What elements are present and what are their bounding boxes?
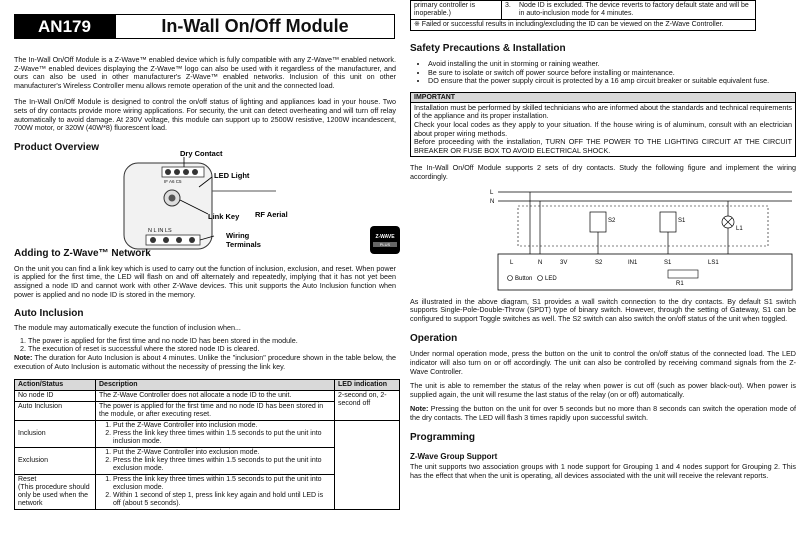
list-item: 2. The execution of reset is successful where the stored node ID is cleared. [28, 345, 396, 354]
auto-inclusion-list [14, 337, 396, 354]
intro-paragraph-1: The In-Wall On/Off Module is a Z-Wave™ enabled device which is fully compatible with any Z-Wave™ enabled network. Z-Wave™ enabled devices displaying the Z-Wave™ logo can also be used with it regardless of the manufacturer, and ours can also be used in other manufacturer's Z-Wave™ enabled networks. Inclusion of this unit on other manufacturer's Wireless Controller menu allows remote operation of the unit and the connected load. [14, 55, 396, 90]
important-line: Check your local codes as they apply to your situation. If the house wiring is of aluminum, consult with an electrician about proper wiring methods. [414, 119, 792, 138]
list-item: 1. Put the Z-Wave Controller into inclusion mode. [113, 422, 331, 430]
adding-paragraph: On the unit you can find a link key which is used to carry out the function of inclusion, exclusion, and reset. When power is applied for the first time, the LED will flash on and off alternately and repeatedly, implying that it has not yet been assigned a node ID and cannot work with other Z-Wave devices. This unit supports the Auto Inclusion function when power is applied and no node ID is stored in the memory. [14, 263, 396, 299]
operation-paragraph-1: Under normal operation mode, press the button on the unit to control the on/off status of the connected load. The LED indicator will also turn on or off accordingly. The unit can also be controlled by receiving command signals from the Z-Wave Controller. [410, 349, 796, 376]
dry-contact-label: Dry Contact [180, 150, 223, 158]
logo-text: Z-WAVE [375, 233, 395, 240]
table-row [15, 421, 400, 448]
list-item: • DO ensure that the power supply circuit is protected by a 16 amp circuit breaker or suitable equivalent fuse. [428, 77, 796, 86]
operation-paragraph-2: The unit is able to remember the status of the relay when power is cut off (such as power black-out). When power is supplied again, the unit will resume the last status of the relay (on or off) automatically. [410, 381, 796, 399]
operation-note [410, 405, 796, 422]
operation-heading: Operation [410, 333, 458, 345]
important-line: Before proceeding with the installation, TURN OFF THE POWER TO THE LIGHTING CIRCUIT AT THE CIRCUIT BREAKER OR FUSE BOX TO AVOID ELECTRICAL SHOCK. [414, 137, 792, 155]
wiring-intro: The In-Wall On/Off Module supports 2 sets of dry contacts. Study the following figure and implement the wiring accordingly. [410, 163, 796, 181]
led-icon [538, 275, 543, 280]
column-header: LED indication [335, 380, 400, 391]
top-terminal [192, 169, 198, 175]
list-item: 2. Within 1 second of step 1, press link key again and hold until LED is off (about 5 seconds). [113, 492, 331, 508]
note-text: The duration for Auto Inclusion is about 4 minutes. Unlike the "inclusion" procedure shown in the table below, the execution of Auto Inclusion is automatic without the necessity of pressing the link key. [14, 352, 396, 371]
column-header: Description [96, 380, 335, 391]
list-item: 2. Press the link key three times within 1.5 seconds to put the unit into inclusion mode. [113, 430, 331, 446]
list-item: 1. The power is applied for the first time and no node ID has been stored in the module. [28, 337, 396, 346]
bottom-terminal [163, 237, 169, 243]
table-cell: The power is applied for the first time and no node ID has been stored in the module, or after executing reset. [96, 402, 335, 421]
logo-sub: PLUS [373, 242, 397, 247]
r1-label: R1 [676, 280, 684, 287]
list-item: • Be sure to isolate or switch off power source before installing or maintenance. [428, 69, 796, 78]
group-support-paragraph: The unit supports two association groups with 1 node support for Grouping 1 and 4 nodes support for Grouping 2. This has the effect that when the unit is operating, all devices associated with the unit will receive the relevant reports. [410, 462, 796, 481]
terminals-label: Terminals [226, 239, 261, 249]
relay-r1 [668, 270, 698, 278]
list-item: 1. Press the link key three times within 1.5 seconds to put the unit into exclusion mode. [113, 476, 331, 492]
note-label: Note: [14, 352, 33, 362]
group-support-heading: Z-Wave Group Support [410, 452, 498, 462]
top-terminal [174, 169, 180, 175]
important-heading: IMPORTANT [411, 93, 795, 103]
switch-s1 [660, 212, 676, 232]
led-light-label: LED Light [214, 170, 250, 180]
terminal-ls1: LS1 [708, 259, 719, 266]
bottom-terminal [150, 237, 156, 243]
model-badge: AN179 [14, 14, 115, 39]
wiring-label: Wiring [226, 230, 250, 240]
document-header [0, 14, 396, 50]
table-cell: primary controller is inoperable.) [411, 1, 502, 20]
table-row [411, 1, 756, 20]
auto-inclusion-heading: Auto Inclusion [14, 308, 84, 320]
safety-heading: Safety Precautions & Installation [410, 43, 566, 54]
left-column [14, 0, 396, 510]
terminal-s1: S1 [664, 259, 672, 266]
top-terminal [165, 169, 171, 175]
bottom-terminal [189, 237, 195, 243]
wiring-diagram [410, 184, 796, 294]
diagram-explanation: As illustrated in the above diagram, S1 provides a wall switch connection to the dry contacts. By default S1 switch supports Single-Pole-Double-Throw (SPDT) type of binary switch. However, through the setting of Gateway, S1 can be configured to support Toggle switches as well. The S2 switch can also switch the on/off status of the unit when toggled. [410, 296, 796, 323]
table-cell: Auto Inclusion [15, 402, 96, 421]
list-item: 1. Put the Z-Wave Controller into exclusion mode. [113, 449, 331, 457]
product-overview-figure [14, 151, 396, 256]
action-status-table [14, 379, 400, 510]
table-cell: 2-second on, 2-second off [335, 391, 400, 421]
intro-paragraph-2: The In-Wall On/Off Module is designed to control the on/off status of lighting and appliances load in your house. Two sets of dry contacts provide more wiring applications. For security, the unit can detect overheating and will turn off relay automatically to avoid damage. At 230V voltage, this module can support up to 2500W resistive, 1200W incandescent, 700W motor, or 320W (40W*8) fluorescent load. [14, 97, 396, 133]
l1-label: L1 [736, 225, 743, 232]
button-icon [508, 275, 513, 280]
programming-heading: Programming [410, 432, 476, 444]
right-column [410, 0, 796, 481]
table-cell [96, 475, 335, 510]
document-title: In-Wall On/Off Module [115, 14, 395, 39]
link-key-label: Link Key [208, 211, 240, 221]
table-cell [96, 421, 335, 448]
module-illustration [14, 151, 396, 256]
s2-label: S2 [608, 217, 616, 224]
important-line: Installation must be performed by skilled technicians who are informed about the standards and technical requirements of the appliance and its proper installation. [414, 102, 792, 121]
bottom-pin-labels: N L IN LS [148, 227, 172, 234]
table-cell: Inclusion [15, 421, 96, 448]
list-item: 2. Press the link key three times within 1.5 seconds to put the unit into exclusion mode. [113, 457, 331, 473]
table-row [411, 20, 756, 31]
table-cell: 3. [502, 1, 517, 20]
button-label: Button [515, 275, 533, 282]
note-text: Pressing the button on the unit for over 5 seconds but no more than 8 seconds can switch the operation mode of the dry contacts. The LED will flash 3 times rapidly upon successful switch. [410, 404, 796, 422]
terminal-n: N [538, 259, 543, 266]
safety-list [410, 60, 796, 86]
table-cell: Node ID is excluded. The device reverts to factory default state and will be in auto-inclusion mode for 4 minutes. [516, 1, 756, 20]
table-cell [335, 421, 400, 510]
table-cell: Reset (This procedure should only be used when the network [15, 475, 96, 510]
adding-heading: Adding to Z-Wave™ Network [14, 247, 151, 259]
table-cell: ※ Failed or successful results in including/excluding the ID can be viewed on the Z-Wave Controller. [411, 20, 756, 31]
neutral-label: N [490, 198, 495, 205]
top-terminal [183, 169, 189, 175]
table-continuation [410, 0, 756, 31]
product-overview-heading: Product Overview [14, 141, 100, 153]
table-cell: No node ID [15, 391, 96, 402]
table-cell [96, 448, 335, 475]
live-label: L [490, 189, 494, 196]
terminal-in1: IN1 [628, 259, 638, 266]
rf-aerial-label: RF Aerial [255, 209, 288, 219]
table-header-row [15, 380, 400, 391]
terminal-s2: S2 [595, 259, 603, 266]
list-item: • Avoid installing the unit in storming or raining weather. [428, 60, 796, 69]
top-pin-labels: IF A6 C5 [164, 178, 182, 184]
table-cell: The Z-Wave Controller does not allocate a node ID to the unit. [96, 391, 335, 402]
table-row [15, 391, 400, 402]
led-label: LED [545, 275, 557, 282]
column-header: Action/Status [15, 380, 96, 391]
important-body [411, 103, 795, 157]
z-wave-plus-logo [370, 226, 400, 254]
table-cell: Exclusion [15, 448, 96, 475]
important-box [410, 92, 796, 158]
auto-inclusion-note [14, 354, 396, 371]
link-key-inner [169, 194, 176, 201]
terminal-l: L [510, 259, 514, 266]
terminal-3v: 3V [560, 259, 568, 266]
auto-inclusion-paragraph: The module may automatically execute the function of inclusion when... [14, 323, 241, 333]
s1-label: S1 [678, 217, 686, 224]
bottom-terminal [176, 237, 182, 243]
switch-s2 [590, 212, 606, 232]
note-label: Note: [410, 404, 429, 414]
